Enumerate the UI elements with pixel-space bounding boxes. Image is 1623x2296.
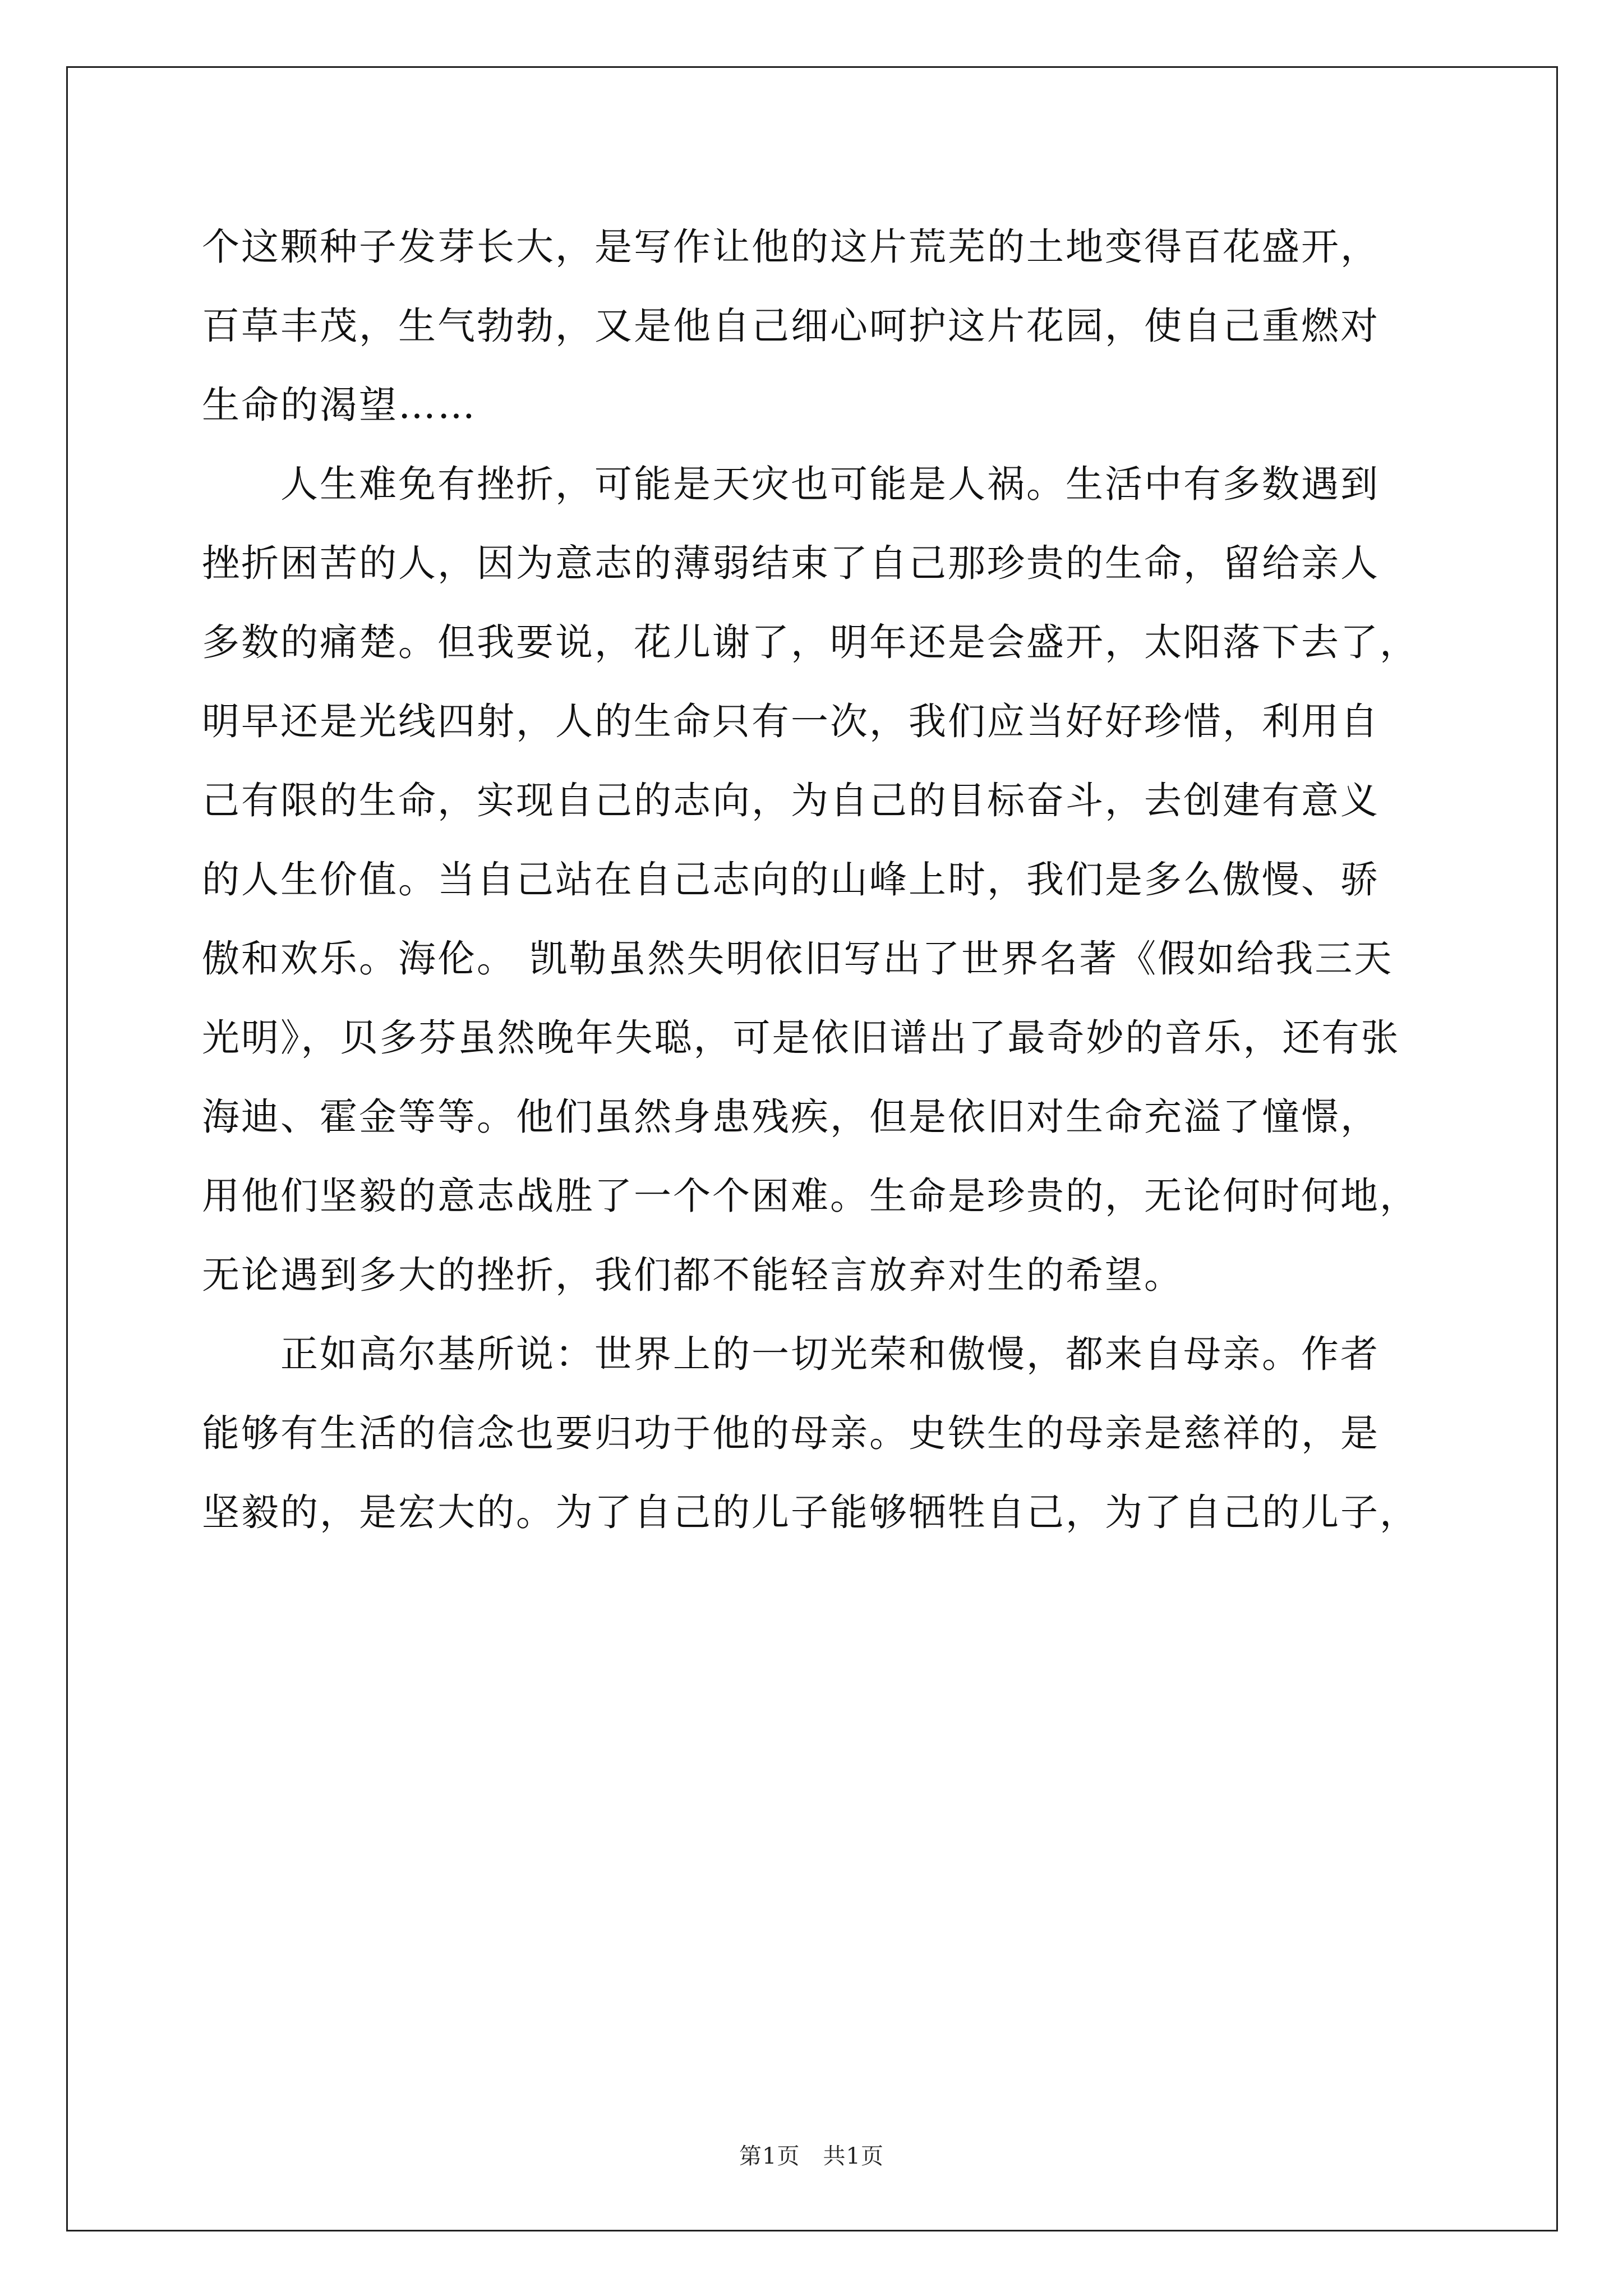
text-line: 正如高尔基所说：世界上的一切光荣和傲慢，都来自母亲。作者 (202, 1332, 1380, 1376)
text-line: 用他们坚毅的意志战胜了一个个困难。生命是珍贵的，无论何时何地， (202, 1174, 1419, 1218)
text-line: 多数的痛楚。但我要说，花儿谢了，明年还是会盛开，太阳落下去了， (202, 620, 1419, 664)
text-line: 生命的渴望…… (202, 383, 477, 427)
text-line: 的人生价值。当自己站在自己志向的山峰上时，我们是多么傲慢、骄 (202, 858, 1380, 901)
text-line: 光明》，贝多芬虽然晚年失聪，可是依旧谱出了最奇妙的音乐，还有张 (202, 1016, 1400, 1060)
page-number-footer: 第1页 共1页 (739, 2143, 884, 2169)
document-body (202, 208, 1436, 1552)
text-line: 人生难免有挫折，可能是天灾也可能是人祸。生活中有多数遇到 (202, 462, 1380, 506)
text-line: 挫折困苦的人，因为意志的薄弱结束了自己那珍贵的生命，留给亲人 (202, 541, 1380, 585)
text-line: 百草丰茂，生气勃勃，又是他自己细心呵护这片花园，使自己重燃对 (202, 304, 1380, 348)
text-line: 个这颗种子发芽长大，是写作让他的这片荒芜的土地变得百花盛开， (202, 225, 1380, 269)
text-line: 坚毅的，是宏大的。为了自己的儿子能够牺牲自己，为了自己的儿子， (202, 1490, 1419, 1534)
text-line: 无论遇到多大的挫折，我们都不能轻言放弃对生的希望。 (202, 1253, 1183, 1297)
text-line: 能够有生活的信念也要归功于他的母亲。史铁生的母亲是慈祥的，是 (202, 1411, 1380, 1455)
text-line: 海迪、霍金等等。他们虽然身患残疾，但是依旧对生命充溢了憧憬， (202, 1095, 1380, 1139)
text-line: 傲和欢乐。海伦。 凯勒虽然失明依旧写出了世界名著《假如给我三天 (202, 937, 1394, 981)
text-line: 己有限的生命，实现自己的志向，为自己的目标奋斗，去创建有意义 (202, 779, 1380, 822)
text-line: 明早还是光线四射，人的生命只有一次，我们应当好好珍惜，利用自 (202, 700, 1380, 743)
